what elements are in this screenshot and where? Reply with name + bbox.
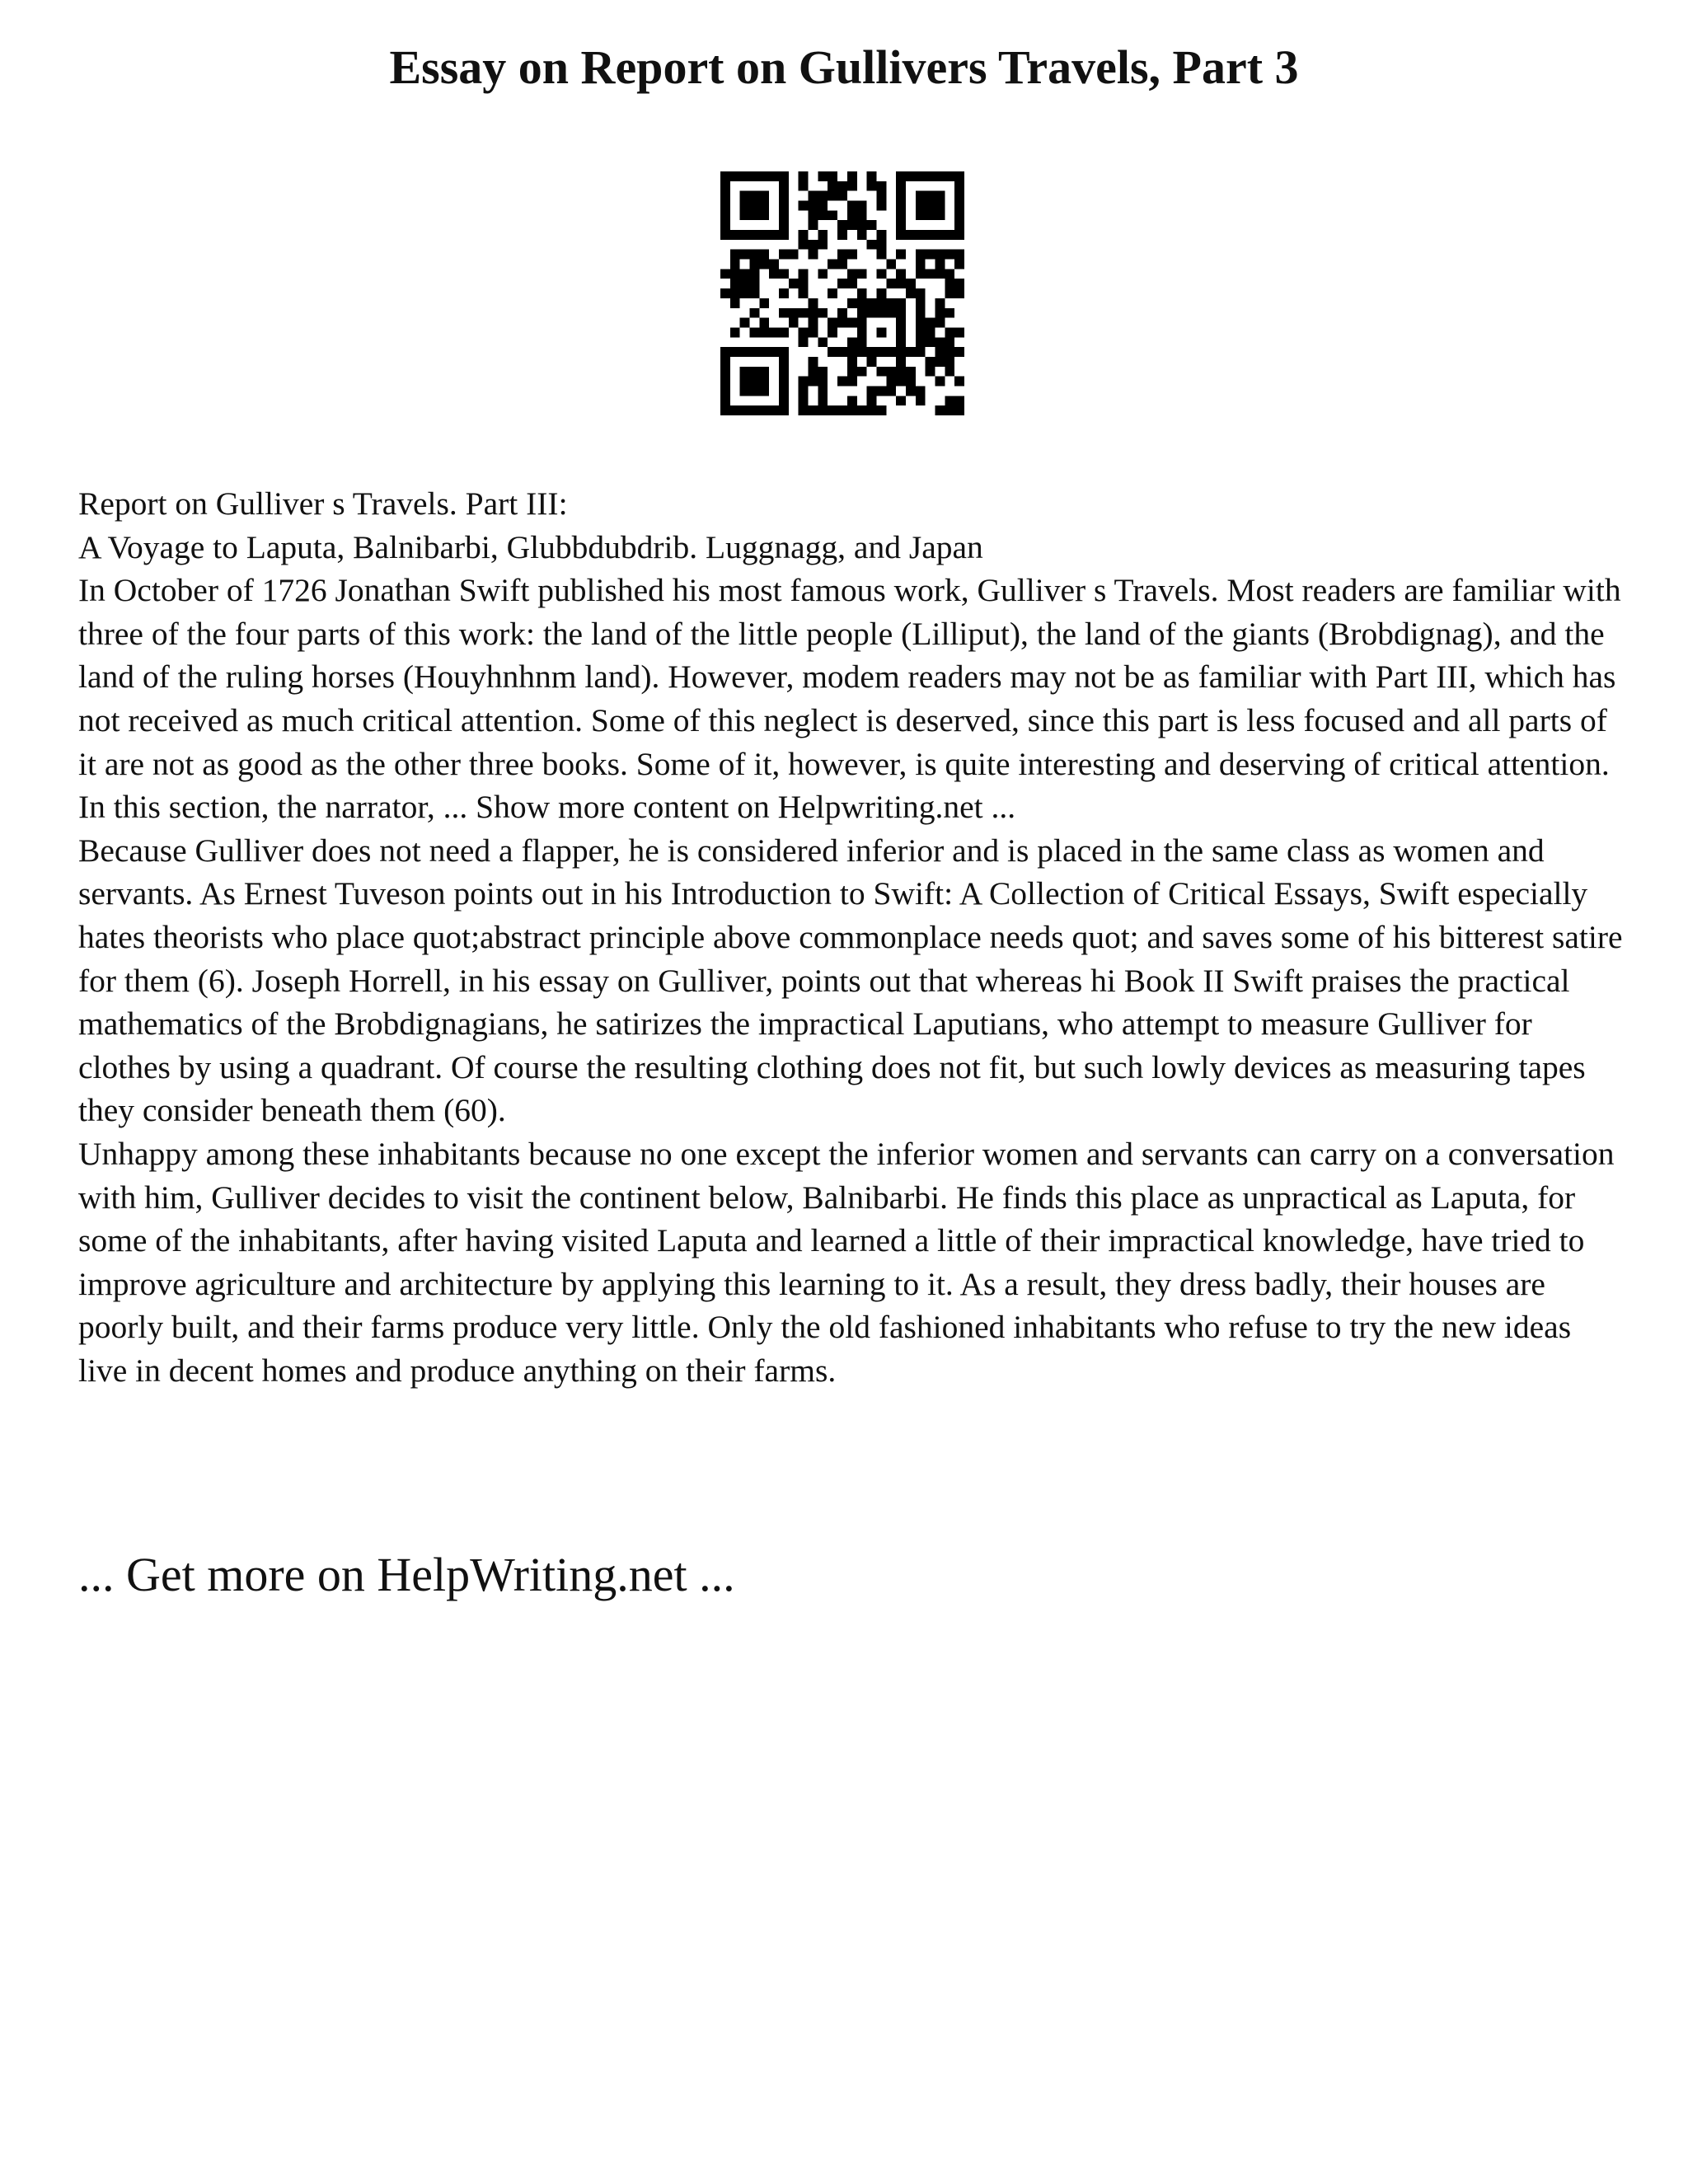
get-more-link[interactable]: ... Get more on HelpWriting.net ... (78, 1548, 735, 1601)
qr-code-icon (720, 171, 964, 415)
body-paragraph-3: Unhappy among these inhabitants because no one except the inferior women and servants can carry on a conversation with him, Gulliver decides to visit the continent below, Balnibarbi. He finds this place as unpractical as Laputa, for some of the inhabitants, after having visited Laputa and learned a little of their impractical knowledge, have tried to improve agriculture and architecture by applying this learning to it. As a result, they dress badly, their houses are poorly built, and their farms produce very little. Only the old fashioned inhabitants who refuse to try the new ideas live in decent homes and produce anything on their farms. (78, 1135, 1615, 1389)
body-heading-line-1: Report on Gulliver s Travels. Part III: (78, 485, 568, 522)
body-paragraph-1: In October of 1726 Jonathan Swift published his most famous work, Gulliver s Travels. Most readers are familiar with three of the four parts of this work: the land of the little people (Lilliput), the land of the giants (Brobdignag), and the land of the ruling horses (Houyhnhnm land). However, modem readers may not be as familiar with Part III, which has not received as much critical attention. Some of this neglect is deserved, since this part is less focused and all parts of it are not as good as the other three books. Some of it, however, is quite interesting and deserving of critical attention. In this section, the narrator, ... Show more content on Helpwriting.net ... (78, 572, 1621, 826)
body-paragraph-2: Because Gulliver does not need a flapper, he is considered inferior and is placed in the same class as women and servants. As Ernest Tuveson points out in his Introduction to Swift: A Collection of Critical Essays, Swift especially hates theorists who place quot;abstract principle above commonplace needs quot; and saves some of his bitterest satire for them (6). Joseph Horrell, in his essay on Gulliver, points out that whereas hi Book II Swift praises the practical mathematics of the Brobdignagians, he satirizes the impractical Laputians, who attempt to measure Gulliver for clothes by using a quadrant. Of course the resulting clothing does not fit, but such lowly devices as measuring tapes they consider beneath them (60). (78, 832, 1623, 1129)
body-heading-line-2: A Voyage to Laputa, Balnibarbi, Glubbdubdrib. Luggnagg, and Japan (78, 528, 983, 565)
page-title: Essay on Report on Gullivers Travels, Part 3 (389, 40, 1299, 94)
document-body (78, 482, 1628, 1392)
